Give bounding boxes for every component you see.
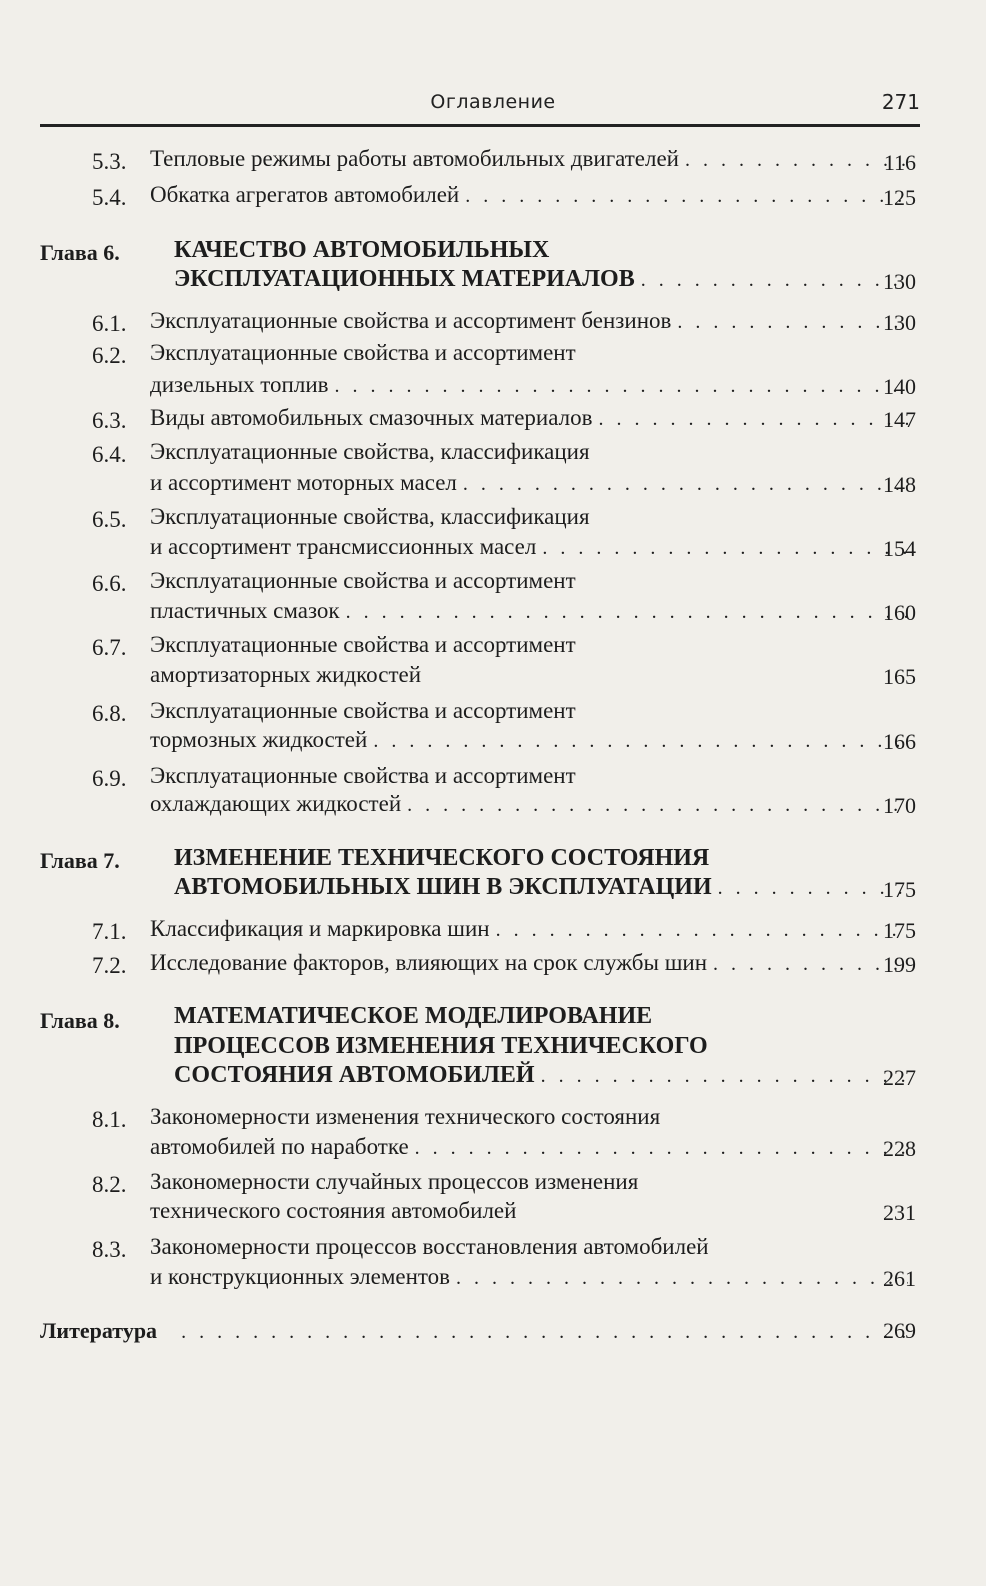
- page-ref: 148: [883, 472, 916, 497]
- section-number: 7.1.: [92, 919, 127, 944]
- page-ref: 166: [883, 729, 916, 754]
- page-ref: 228: [883, 1136, 916, 1161]
- section-title-line2: амортизаторных жидкостей: [150, 662, 422, 687]
- section-title-line2: и ассортимент моторных масел: [150, 470, 457, 495]
- page-ref: 199: [883, 952, 916, 977]
- section-title-line2: технического состояния автомобилей: [150, 1198, 517, 1223]
- dot-leader: [456, 1267, 908, 1290]
- page-ref: 130: [883, 310, 916, 335]
- section-number: 5.3.: [92, 149, 127, 174]
- section-title-line1: Эксплуатационные свойства и ассортимент: [150, 568, 576, 593]
- chapter-title-line1: КАЧЕСТВО АВТОМОБИЛЬНЫХ: [174, 237, 550, 263]
- section-title-line1: Эксплуатационные свойства и ассортимент: [150, 763, 576, 788]
- chapter-title-line2: ЭКСПЛУАТАЦИОННЫХ МАТЕРИАЛОВ: [174, 266, 635, 292]
- literature-title: Литература: [40, 1318, 158, 1343]
- section-title-line1: Эксплуатационные свойства, классификация: [150, 504, 590, 529]
- page-ref: 175: [883, 877, 916, 902]
- section-title-line2: автомобилей по наработке: [150, 1134, 409, 1159]
- page-ref: 116: [883, 150, 916, 175]
- page-number: 271: [881, 90, 920, 114]
- page-ref: 269: [883, 1318, 916, 1343]
- section-number: 6.1.: [92, 311, 127, 336]
- dot-leader: [463, 473, 908, 496]
- dot-leader: [335, 375, 909, 398]
- header-divider: [40, 124, 920, 127]
- section-title-line1: Закономерности процессов восстановления автомобилей: [150, 1234, 709, 1259]
- page-ref: 130: [883, 269, 916, 294]
- section-title: Тепловые режимы работы автомобильных двигателей: [150, 146, 679, 171]
- section-number: 6.9.: [92, 766, 127, 791]
- dot-leader: [465, 185, 908, 208]
- section-number: 6.5.: [92, 507, 127, 532]
- section-title-line2: и ассортимент трансмиссионных масел: [150, 534, 537, 559]
- page-ref: 140: [883, 374, 916, 399]
- chapter-number: Глава 6.: [40, 240, 120, 265]
- section-number: 5.4.: [92, 185, 127, 210]
- section-number: 6.3.: [92, 408, 127, 433]
- section-title: Эксплуатационные свойства и ассортимент бензинов: [150, 308, 672, 333]
- section-number: 8.1.: [92, 1107, 127, 1132]
- page-ref: 160: [883, 600, 916, 625]
- page-ref: 125: [883, 185, 916, 210]
- section-title: Классификация и маркировка шин: [150, 916, 490, 941]
- chapter-title-line3: СОСТОЯНИЯ АВТОМОБИЛЕЙ: [174, 1062, 535, 1088]
- section-number: 6.7.: [92, 635, 127, 660]
- page-ref: 154: [883, 536, 916, 561]
- section-title: Обкатка агрегатов автомобилей: [150, 182, 460, 207]
- dot-leader: [541, 1065, 908, 1088]
- section-title-line1: Закономерности случайных процессов изменения: [150, 1169, 639, 1194]
- section-title: Виды автомобильных смазочных материалов: [150, 405, 593, 430]
- section-number: 7.2.: [92, 953, 127, 978]
- dot-leader: [181, 1321, 908, 1344]
- chapter-title-line1: МАТЕМАТИЧЕСКОЕ МОДЕЛИРОВАНИЕ: [174, 1003, 653, 1029]
- page-ref: 165: [883, 664, 916, 689]
- dot-leader: [346, 601, 908, 624]
- page-ref: 147: [883, 407, 916, 432]
- section-title: Исследование факторов, влияющих на срок службы шин: [150, 950, 708, 975]
- dot-leader: [407, 794, 908, 817]
- section-title-line2: тормозных жидкостей: [150, 727, 368, 752]
- chapter-number: Глава 7.: [40, 848, 120, 873]
- chapter-title-line2: ПРОЦЕССОВ ИЗМЕНЕНИЯ ТЕХНИЧЕСКОГО: [174, 1033, 708, 1059]
- section-number: 6.8.: [92, 701, 127, 726]
- section-title-line2: дизельных топлив: [150, 372, 329, 397]
- section-number: 6.4.: [92, 442, 127, 467]
- chapter-title-line1: ИЗМЕНЕНИЕ ТЕХНИЧЕСКОГО СОСТОЯНИЯ: [174, 845, 710, 871]
- page-ref: 175: [883, 918, 916, 943]
- section-number: 6.6.: [92, 571, 127, 596]
- page-ref: 227: [883, 1065, 916, 1090]
- section-number: 8.2.: [92, 1172, 127, 1197]
- chapter-title-line2: АВТОМОБИЛЬНЫХ ШИН В ЭКСПЛУАТАЦИИ: [174, 874, 712, 900]
- section-number: 8.3.: [92, 1237, 127, 1262]
- page-ref: 261: [883, 1266, 916, 1291]
- page-ref: 231: [883, 1200, 916, 1225]
- section-number: 6.2.: [92, 343, 127, 368]
- dot-leader: [415, 1137, 908, 1160]
- chapter-number: Глава 8.: [40, 1008, 120, 1033]
- dot-leader: [373, 730, 908, 753]
- section-title-line1: Закономерности изменения технического состояния: [150, 1104, 661, 1129]
- page-ref: 170: [883, 793, 916, 818]
- running-header-title: Оглавление: [430, 91, 556, 113]
- dot-leader: [496, 919, 908, 942]
- dot-leader: [542, 537, 908, 560]
- section-title-line1: Эксплуатационные свойства, классификация: [150, 439, 590, 464]
- section-title-line2: пластичных смазок: [150, 598, 340, 623]
- section-title-line1: Эксплуатационные свойства и ассортимент: [150, 340, 576, 365]
- section-title-line2: и конструкционных элементов: [150, 1264, 451, 1289]
- section-title-line1: Эксплуатационные свойства и ассортимент: [150, 632, 576, 657]
- section-title-line2: охлаждающих жидкостей: [150, 791, 402, 816]
- section-title-line1: Эксплуатационные свойства и ассортимент: [150, 698, 576, 723]
